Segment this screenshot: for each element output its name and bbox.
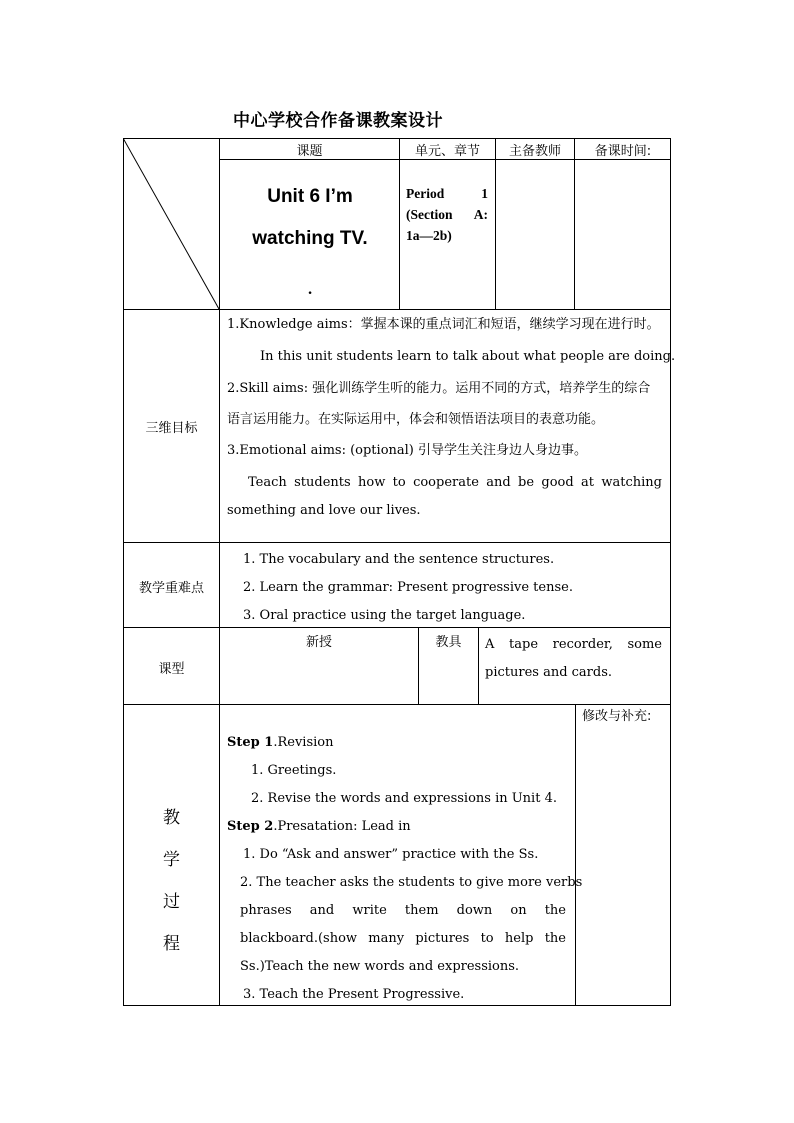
column-divider (575, 704, 576, 1006)
process-label-char: 学 (163, 850, 180, 870)
step2-number: Step 2 (227, 819, 274, 834)
teaching-aids-line1: A tape recorder, some (485, 637, 662, 652)
row-divider (123, 542, 671, 543)
header-topic: 课题 (296, 144, 323, 159)
process-label-char: 程 (163, 934, 180, 954)
teaching-aids-label: 教具 (435, 635, 462, 650)
process-label-char: 教 (163, 808, 180, 828)
step1-number: Step 1 (227, 735, 274, 750)
diagonal-slash (123, 138, 220, 310)
step2-heading (227, 813, 411, 841)
aims-line6: Teach students how to cooperate and be good at watching (248, 475, 662, 490)
step1-heading (227, 729, 333, 757)
header-prep-time: 备课时间: (594, 144, 652, 159)
header-lead-teacher: 主备教师 (508, 144, 561, 159)
step1-item: 2. Revise the words and expressions in Unit 4. (251, 791, 557, 806)
period-line1: Period 1 (406, 186, 488, 201)
aims-label: 三维目标 (145, 421, 198, 436)
unit-title-dot: . (307, 282, 313, 298)
header-divider (219, 159, 671, 160)
key-points-label: 教学重难点 (138, 581, 204, 596)
column-divider (495, 138, 496, 309)
step2-item: 2. The teacher asks the students to give more verbs (240, 875, 583, 890)
aims-line5: 3.Emotional aims: (optional) 引导学生关注身边人身边事。 (227, 443, 588, 458)
step2-item: phrases and write them down on the (240, 903, 566, 918)
aims-line1: 1.Knowledge aims：掌握本课的重点词汇和短语，继续学习现在进行时。 (227, 317, 660, 332)
step1-title: .Revision (273, 735, 334, 750)
header-unit-chapter: 单元、章节 (414, 144, 480, 159)
aims-line7: something and love our lives. (227, 503, 421, 518)
key-point-item: 3. Oral practice using the target language. (243, 608, 526, 623)
step1-item: 1. Greetings. (251, 763, 337, 778)
step2-item: 1. Do “Ask and answer” practice with the Ss. (243, 847, 539, 862)
period-info (406, 183, 488, 246)
process-label-char: 过 (163, 892, 180, 912)
teaching-aids-line2: pictures and cards. (485, 665, 613, 680)
step2-item: 3. Teach the Present Progressive. (243, 987, 465, 1002)
key-point-item: 1. The vocabulary and the sentence structures. (243, 552, 555, 567)
page-title: 中心学校合作备课教案设计 (233, 111, 443, 131)
lesson-type-label: 课型 (158, 662, 185, 677)
column-divider (574, 138, 575, 309)
unit-title-line1: Unit 6 I’m (267, 186, 353, 207)
step2-item: blackboard.(show many pictures to help the (240, 931, 566, 946)
step2-item: Ss.)Teach the new words and expressions. (240, 959, 520, 974)
revision-notes-label: 修改与补充: (582, 709, 652, 724)
aims-line2: In this unit students learn to talk about what people are doing. (260, 349, 676, 364)
lesson-type-value: 新授 (305, 635, 332, 650)
key-point-item: 2. Learn the grammar: Present progressive tense. (243, 580, 573, 595)
column-divider (478, 627, 479, 704)
aims-line4: 语言运用能力。在实际运用中，体会和领悟语法项目的表意功能。 (227, 412, 605, 427)
aims-line3: 2.Skill aims: 强化训练学生听的能力。运用不同的方式，培养学生的综合 (227, 381, 651, 396)
step2-title: .Presatation: Lead in (273, 819, 411, 834)
unit-title-line2: watching TV. (252, 228, 368, 249)
period-line2: (Section A: (406, 207, 488, 222)
period-line3: 1a—2b) (406, 228, 452, 243)
